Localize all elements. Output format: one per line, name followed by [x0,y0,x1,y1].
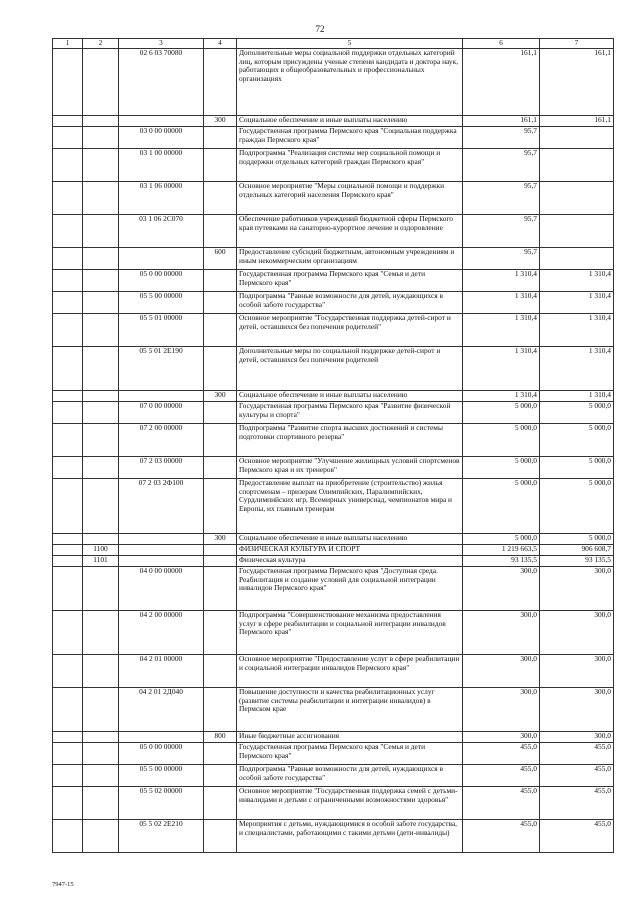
cell-description: Физическая культура [237,556,463,567]
cell-section [53,545,83,556]
cell-amount-2017: 161,1 [540,49,614,116]
cell-target-code: 07 2 00 00000 [119,424,204,457]
table-row [53,424,614,457]
cell-expense-type [204,611,237,655]
cell-description: Государственная программа Пермского края "Социальная поддержка граждан Пермского края" [237,127,463,149]
cell-section [53,402,83,424]
cell-amount-2017 [540,215,614,248]
table-row [53,611,614,655]
cell-description: Дополнительные меры социальной поддержки отдельных категорий лиц, которым присуждены ученые степени кандидата и доктора наук, работающих в общеобразовательных и профессиональных организациях [237,49,463,116]
table-row [53,479,614,534]
cell-amount-2016: 5 000,0 [463,402,540,424]
cell-expense-type [204,347,237,391]
table-row [53,49,614,116]
cell-target-code [119,116,204,127]
cell-target-code: 04 0 00 00000 [119,567,204,611]
header-cell: 2 [83,39,119,49]
cell-target-code [119,534,204,545]
cell-target-code: 04 2 01 00000 [119,655,204,688]
cell-section [53,248,83,270]
cell-target-code: 03 0 00 00000 [119,127,204,149]
cell-section [53,765,83,787]
table-row [53,391,614,402]
cell-amount-2016: 161,1 [463,116,540,127]
cell-expense-type [204,688,237,732]
cell-subsection [83,116,119,127]
cell-section [53,743,83,765]
cell-section [53,820,83,853]
cell-description: Повышение доступности и качества реабилитационных услуг (развитие системы реабилитации и интеграции инвалидов) в Пермском крае [237,688,463,732]
cell-amount-2017: 5 000,0 [540,479,614,534]
cell-target-code: 05 5 00 00000 [119,292,204,314]
cell-target-code: 03 1 06 2С070 [119,215,204,248]
cell-target-code: 05 5 00 00000 [119,765,204,787]
cell-subsection [83,787,119,820]
cell-description: Основное мероприятие "Предоставление услуг в сфере реабилитации и социальной интеграции инвалидов Пермского края" [237,655,463,688]
cell-description: Дополнительные меры по социальной поддержке детей-сирот и детей, оставшихся без попечения родителей [237,347,463,391]
table-row [53,787,614,820]
cell-subsection [83,732,119,743]
cell-subsection [83,149,119,182]
cell-description: Предоставление выплат на приобретение (строительство) жилья спортсменам – призерам Олимпийских, Паралимпийских, Сурдлимпийских игр, Всемирных универсиад, чемпионатов мира и Европы, их главным тренерам [237,479,463,534]
cell-amount-2016: 300,0 [463,688,540,732]
cell-amount-2017 [540,182,614,215]
cell-amount-2016: 95,7 [463,127,540,149]
footer-code: 7947-15 [52,881,74,888]
cell-section [53,479,83,534]
cell-section [53,655,83,688]
cell-amount-2017: 1 310,4 [540,347,614,391]
cell-section [53,182,83,215]
cell-target-code [119,545,204,556]
cell-amount-2017: 300,0 [540,567,614,611]
table-row [53,182,614,215]
cell-amount-2017: 300,0 [540,655,614,688]
cell-amount-2016: 1 219 663,5 [463,545,540,556]
cell-amount-2017: 455,0 [540,743,614,765]
cell-expense-type [204,479,237,534]
cell-expense-type [204,127,237,149]
cell-amount-2016: 300,0 [463,567,540,611]
cell-subsection [83,534,119,545]
cell-subsection [83,743,119,765]
cell-expense-type [204,655,237,688]
cell-target-code: 07 2 03 00000 [119,457,204,479]
cell-target-code [119,732,204,743]
budget-table [52,38,614,853]
cell-description: Подпрограмма "Равные возможности для детей, нуждающихся в особой заботе государства" [237,292,463,314]
cell-amount-2016: 5 000,0 [463,457,540,479]
table-row [53,127,614,149]
cell-description: Государственная программа Пермского края "Доступная среда. Реабилитация и создание условий для социальной интеграции инвалидов Пермского края" [237,567,463,611]
cell-subsection: 1101 [83,556,119,567]
cell-subsection [83,347,119,391]
cell-subsection [83,49,119,116]
cell-amount-2017: 300,0 [540,611,614,655]
cell-description: Основное мероприятие "Меры социальной помощи и поддержки отдельных категорий населения Пермского края" [237,182,463,215]
table-row [53,457,614,479]
cell-target-code [119,391,204,402]
cell-amount-2017 [540,248,614,270]
cell-expense-type [204,215,237,248]
cell-target-code: 05 0 00 00000 [119,270,204,292]
cell-amount-2016: 5 000,0 [463,424,540,457]
cell-description: Подпрограмма "Реализация системы мер социальной помощи и поддержки отдельных категорий граждан Пермского края" [237,149,463,182]
cell-expense-type: 300 [204,534,237,545]
cell-subsection [83,215,119,248]
page-number: 72 [315,24,325,34]
cell-description: Иные бюджетные ассигнования [237,732,463,743]
cell-amount-2017: 93 135,5 [540,556,614,567]
cell-section [53,534,83,545]
table-row [53,743,614,765]
cell-amount-2016: 455,0 [463,787,540,820]
cell-section [53,270,83,292]
table-row [53,820,614,853]
cell-subsection [83,424,119,457]
cell-description: Подпрограмма "Совершенствование механизма предоставления услуг в сфере реабилитации и социальной интеграции инвалидов Пермского края" [237,611,463,655]
cell-subsection [83,457,119,479]
cell-section [53,127,83,149]
cell-target-code: 07 0 00 00000 [119,402,204,424]
cell-section [53,292,83,314]
cell-amount-2017: 300,0 [540,688,614,732]
cell-section [53,556,83,567]
table-row [53,347,614,391]
cell-subsection [83,248,119,270]
table-row [53,688,614,732]
table-row [53,215,614,248]
table-row [53,655,614,688]
cell-amount-2016: 300,0 [463,655,540,688]
table-row [53,567,614,611]
cell-subsection [83,314,119,347]
cell-amount-2016: 1 310,4 [463,314,540,347]
cell-description: ФИЗИЧЕСКАЯ КУЛЬТУРА И СПОРТ [237,545,463,556]
cell-section [53,424,83,457]
cell-amount-2016: 95,7 [463,215,540,248]
cell-amount-2017: 906 608,7 [540,545,614,556]
cell-subsection [83,567,119,611]
cell-subsection [83,765,119,787]
cell-section [53,567,83,611]
cell-expense-type [204,149,237,182]
header-cell: 4 [204,39,237,49]
cell-description: Государственная программа Пермского края "Семья и дети Пермского края" [237,270,463,292]
cell-subsection [83,688,119,732]
cell-amount-2017: 5 000,0 [540,402,614,424]
header-cell: 1 [53,39,83,49]
cell-expense-type: 800 [204,732,237,743]
cell-subsection [83,182,119,215]
cell-subsection [83,270,119,292]
table-row [53,292,614,314]
cell-amount-2016: 93 135,5 [463,556,540,567]
cell-expense-type [204,49,237,116]
cell-amount-2016: 1 310,4 [463,270,540,292]
table-row [53,270,614,292]
cell-expense-type [204,567,237,611]
cell-amount-2016: 5 000,0 [463,534,540,545]
cell-description: Социальное обеспечение и иные выплаты населению [237,391,463,402]
cell-amount-2016: 5 000,0 [463,479,540,534]
cell-amount-2017: 1 310,4 [540,314,614,347]
cell-target-code: 03 1 06 00000 [119,182,204,215]
cell-amount-2016: 1 310,4 [463,292,540,314]
cell-target-code: 05 5 01 00000 [119,314,204,347]
table-row [53,534,614,545]
cell-amount-2017 [540,149,614,182]
cell-description: Государственная программа Пермского края "Развитие физической культуры и спорта" [237,402,463,424]
cell-subsection [83,402,119,424]
cell-subsection [83,292,119,314]
table-row [53,556,614,567]
cell-description: Основное мероприятие "Государственная поддержка семей с детьми-инвалидами и детьми с ограниченными возможностями здоровья" [237,787,463,820]
cell-expense-type [204,402,237,424]
table-row [53,314,614,347]
cell-target-code [119,248,204,270]
cell-amount-2016: 455,0 [463,743,540,765]
cell-amount-2017: 1 310,4 [540,292,614,314]
table-row [53,545,614,556]
cell-section [53,732,83,743]
table-row [53,765,614,787]
cell-description: Предоставление субсидий бюджетным, автономным учреждениям и иным некоммерческим организациям [237,248,463,270]
header-cell: 3 [119,39,204,49]
cell-amount-2016: 95,7 [463,248,540,270]
cell-section [53,215,83,248]
cell-section [53,787,83,820]
table-header-row [53,39,614,49]
cell-expense-type [204,182,237,215]
cell-expense-type [204,556,237,567]
cell-section [53,49,83,116]
header-cell: 5 [237,39,463,49]
cell-amount-2016: 455,0 [463,820,540,853]
cell-amount-2016: 300,0 [463,611,540,655]
cell-expense-type: 600 [204,248,237,270]
cell-amount-2016: 1 310,4 [463,347,540,391]
header-cell: 7 [540,39,614,49]
cell-amount-2017: 300,0 [540,732,614,743]
cell-description: Мероприятия с детьми, нуждающимися в особой заботе государства, и специалистами, работающими с такими детьми (дети-инвалиды) [237,820,463,853]
cell-amount-2017: 1 310,4 [540,391,614,402]
table-row [53,732,614,743]
cell-amount-2017: 5 000,0 [540,424,614,457]
table-row [53,248,614,270]
cell-target-code: 05 0 00 00000 [119,743,204,765]
cell-amount-2017: 5 000,0 [540,457,614,479]
table-row [53,149,614,182]
cell-amount-2016: 455,0 [463,765,540,787]
cell-expense-type [204,270,237,292]
cell-amount-2016: 1 310,4 [463,391,540,402]
cell-target-code: 05 5 02 00000 [119,787,204,820]
cell-target-code: 05 5 02 2Е210 [119,820,204,853]
cell-amount-2017: 455,0 [540,765,614,787]
cell-amount-2016: 95,7 [463,149,540,182]
cell-amount-2017: 455,0 [540,787,614,820]
cell-amount-2017: 455,0 [540,820,614,853]
cell-description: Основное мероприятие "Улучшение жилищных условий спортсменов Пермского края и их тренеров" [237,457,463,479]
cell-section [53,314,83,347]
cell-section [53,688,83,732]
cell-amount-2016: 300,0 [463,732,540,743]
table-body [53,39,614,853]
cell-target-code: 04 2 00 00000 [119,611,204,655]
cell-subsection [83,391,119,402]
cell-amount-2017: 1 310,4 [540,270,614,292]
cell-amount-2017 [540,127,614,149]
cell-description: Обеспечение работников учреждений бюджетной сферы Пермского края путевками на санаторно-курортное лечение и оздоровление [237,215,463,248]
cell-expense-type [204,545,237,556]
cell-description: Подпрограмма "Развитие спорта высших достижений и системы подготовки спортивного резерва" [237,424,463,457]
cell-description: Основное мероприятие "Государственная поддержка детей-сирот и детей, оставшихся без попечения родителей" [237,314,463,347]
table-row [53,116,614,127]
cell-section [53,149,83,182]
header-cell: 6 [463,39,540,49]
cell-description: Подпрограмма "Равные возможности для детей, нуждающихся в особой заботе государства" [237,765,463,787]
cell-subsection [83,655,119,688]
cell-section [53,347,83,391]
cell-target-code: 02 6 03 70080 [119,49,204,116]
cell-amount-2017: 5 000,0 [540,534,614,545]
cell-section [53,457,83,479]
cell-expense-type [204,424,237,457]
cell-target-code: 05 5 01 2Е190 [119,347,204,391]
cell-expense-type [204,314,237,347]
cell-expense-type [204,743,237,765]
cell-subsection: 1100 [83,545,119,556]
cell-expense-type [204,787,237,820]
cell-description: Государственная программа Пермского края "Семья и дети Пермского края" [237,743,463,765]
cell-amount-2016: 161,1 [463,49,540,116]
cell-description: Социальное обеспечение и иные выплаты населению [237,116,463,127]
cell-subsection [83,479,119,534]
cell-expense-type: 300 [204,116,237,127]
cell-target-code: 03 1 00 00000 [119,149,204,182]
cell-amount-2017: 161,1 [540,116,614,127]
cell-subsection [83,127,119,149]
cell-description: Социальное обеспечение и иные выплаты населению [237,534,463,545]
cell-section [53,391,83,402]
cell-expense-type [204,765,237,787]
cell-target-code [119,556,204,567]
cell-expense-type [204,820,237,853]
cell-target-code: 04 2 01 2Д040 [119,688,204,732]
cell-section [53,611,83,655]
cell-amount-2016: 95,7 [463,182,540,215]
cell-subsection [83,820,119,853]
cell-expense-type [204,292,237,314]
cell-section [53,116,83,127]
cell-expense-type: 300 [204,391,237,402]
cell-subsection [83,611,119,655]
cell-expense-type [204,457,237,479]
table-row [53,402,614,424]
cell-target-code: 07 2 03 2Ф100 [119,479,204,534]
